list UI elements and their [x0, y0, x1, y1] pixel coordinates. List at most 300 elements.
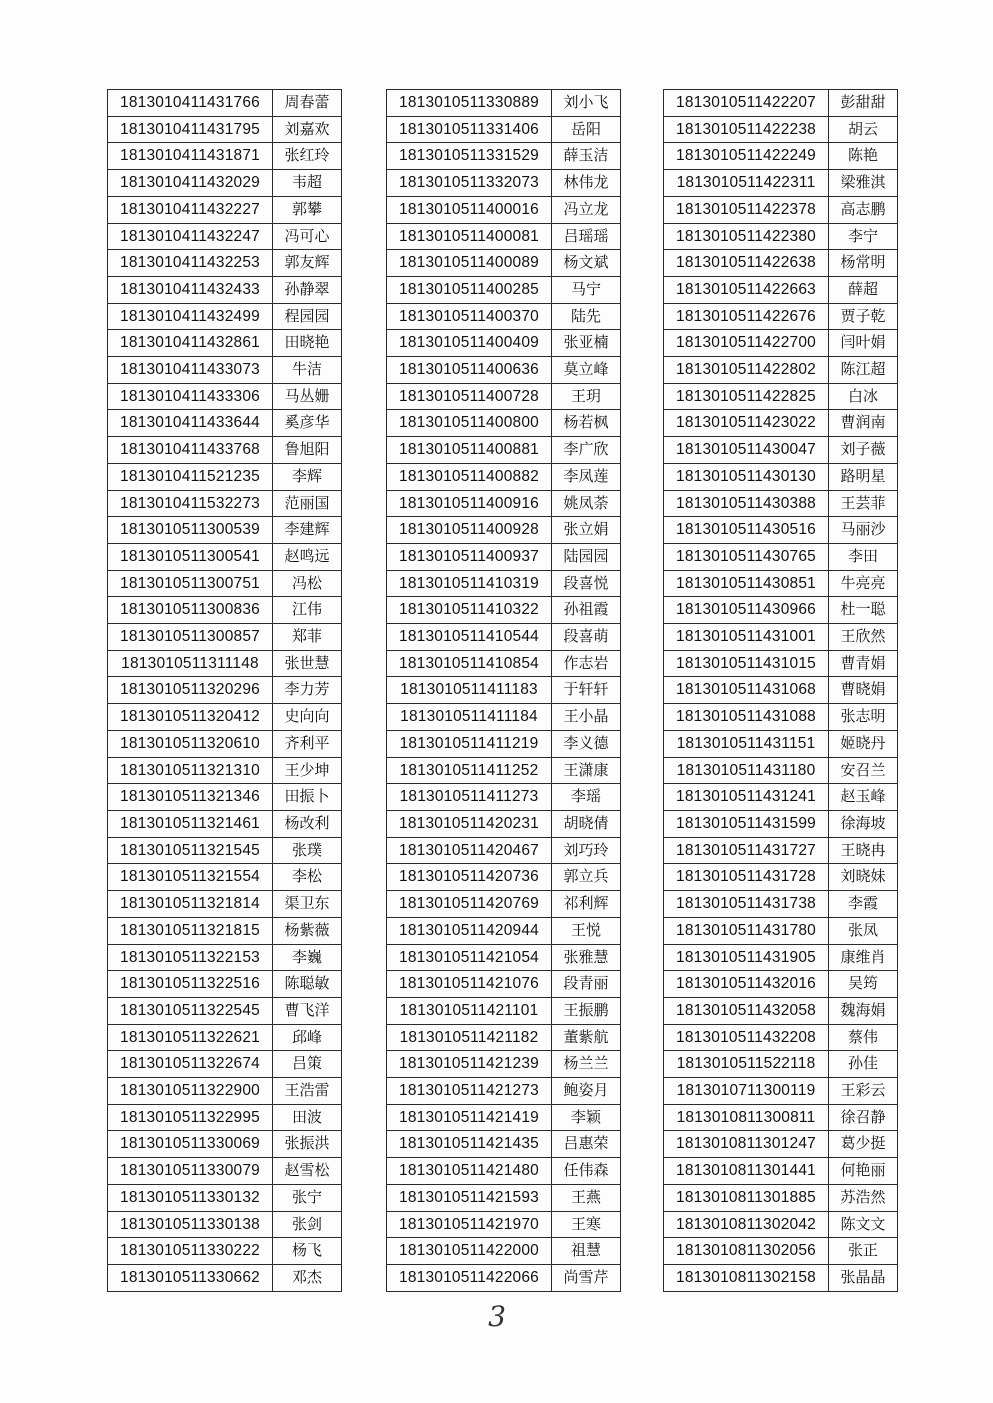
table-row	[108, 570, 342, 597]
candidate-name-cell: 田振卜	[273, 784, 342, 811]
candidate-id-cell: 1813010511432058	[664, 997, 829, 1024]
table-row	[664, 891, 898, 918]
table-row	[387, 330, 621, 357]
candidate-name-cell: 王少坤	[273, 757, 342, 784]
candidate-name-cell: 范丽国	[273, 490, 342, 517]
table-row	[664, 597, 898, 624]
candidate-name-cell: 杨文斌	[552, 250, 621, 277]
candidate-id-cell: 1813010511431015	[664, 650, 829, 677]
candidate-name-cell: 王小晶	[552, 704, 621, 731]
candidate-name-cell: 杨紫薇	[273, 917, 342, 944]
table-row	[664, 90, 898, 117]
candidate-name-cell: 史向向	[273, 704, 342, 731]
table-row	[108, 410, 342, 437]
candidate-id-cell: 1813010511321554	[108, 864, 273, 891]
candidate-name-cell: 祁利辉	[552, 891, 621, 918]
candidate-name-cell: 张志明	[829, 704, 898, 731]
table-row	[387, 276, 621, 303]
candidate-id-cell: 1813010511400882	[387, 463, 552, 490]
table-row	[387, 997, 621, 1024]
table-row	[108, 891, 342, 918]
table-row	[664, 410, 898, 437]
candidate-name-cell: 张红玲	[273, 143, 342, 170]
table-row	[664, 330, 898, 357]
table-row	[664, 1238, 898, 1265]
candidate-name-cell: 王浩雷	[273, 1078, 342, 1105]
table-row	[108, 543, 342, 570]
table-row	[387, 1131, 621, 1158]
table-row	[108, 650, 342, 677]
candidate-name-cell: 王振鹏	[552, 997, 621, 1024]
candidate-name-cell: 齐利平	[273, 730, 342, 757]
table-row	[387, 864, 621, 891]
candidate-name-cell: 于轩轩	[552, 677, 621, 704]
table-row	[108, 517, 342, 544]
candidate-name-cell: 陆先	[552, 303, 621, 330]
candidate-id-cell: 1813010511400016	[387, 196, 552, 223]
candidate-id-cell: 1813010411433306	[108, 383, 273, 410]
candidate-name-cell: 张世慧	[273, 650, 342, 677]
candidate-id-cell: 1813010511321814	[108, 891, 273, 918]
table-row	[387, 784, 621, 811]
table-row	[664, 116, 898, 143]
candidate-id-cell: 1813010511431151	[664, 730, 829, 757]
table-row	[664, 1264, 898, 1291]
candidate-id-cell: 1813010511421101	[387, 997, 552, 1024]
candidate-name-cell: 杜一聪	[829, 597, 898, 624]
candidate-id-cell: 1813010411431766	[108, 90, 273, 117]
candidate-name-cell: 岳阳	[552, 116, 621, 143]
table-row	[664, 463, 898, 490]
candidate-id-cell: 1813010511422380	[664, 223, 829, 250]
table-row	[664, 490, 898, 517]
candidate-name-cell: 邱峰	[273, 1024, 342, 1051]
table-row	[387, 490, 621, 517]
table-row	[108, 971, 342, 998]
table-row	[387, 1264, 621, 1291]
candidate-name-cell: 李广欣	[552, 437, 621, 464]
candidate-id-cell: 1813010511322995	[108, 1104, 273, 1131]
candidate-name-cell: 董紫航	[552, 1024, 621, 1051]
candidate-name-cell: 梁雅淇	[829, 170, 898, 197]
candidate-id-cell: 1813010511322674	[108, 1051, 273, 1078]
table-row	[387, 1238, 621, 1265]
candidate-id-cell: 1813010511400409	[387, 330, 552, 357]
table-row	[664, 543, 898, 570]
table-row	[387, 1104, 621, 1131]
candidate-name-cell: 莫立峰	[552, 357, 621, 384]
candidate-name-cell: 鲁旭阳	[273, 437, 342, 464]
candidate-id-cell: 1813010511411219	[387, 730, 552, 757]
candidate-id-cell: 1813010411433073	[108, 357, 273, 384]
candidate-id-cell: 1813010511300539	[108, 517, 273, 544]
table-row	[664, 383, 898, 410]
candidate-name-cell: 王芸菲	[829, 490, 898, 517]
candidate-id-cell: 1813010511410854	[387, 650, 552, 677]
table-row	[108, 116, 342, 143]
candidate-id-cell: 1813010511321461	[108, 810, 273, 837]
candidate-id-cell: 1813010811301885	[664, 1184, 829, 1211]
table-row	[664, 1104, 898, 1131]
candidate-name-cell: 陈艳	[829, 143, 898, 170]
candidate-name-cell: 路明星	[829, 463, 898, 490]
candidate-id-cell: 1813010511421593	[387, 1184, 552, 1211]
table-row	[108, 276, 342, 303]
candidate-id-cell: 1813010511422663	[664, 276, 829, 303]
candidate-name-cell: 王彩云	[829, 1078, 898, 1105]
table-row	[664, 570, 898, 597]
candidate-name-cell: 李辉	[273, 463, 342, 490]
candidate-name-cell: 王晓冉	[829, 837, 898, 864]
candidate-id-cell: 1813010511430516	[664, 517, 829, 544]
candidate-id-cell: 1813010511422249	[664, 143, 829, 170]
candidate-name-cell: 孙祖霞	[552, 597, 621, 624]
candidate-name-cell: 程园园	[273, 303, 342, 330]
candidate-name-cell: 杨若枫	[552, 410, 621, 437]
candidate-id-cell: 1813010511410544	[387, 624, 552, 651]
candidate-id-cell: 1813010511422238	[664, 116, 829, 143]
table-row	[387, 543, 621, 570]
candidate-name-cell: 刘巧玲	[552, 837, 621, 864]
candidate-name-cell: 张凤	[829, 917, 898, 944]
table-row	[108, 330, 342, 357]
candidate-id-cell: 1813010511300836	[108, 597, 273, 624]
candidate-name-cell: 张亚楠	[552, 330, 621, 357]
candidate-id-cell: 1813010511400636	[387, 357, 552, 384]
candidate-id-cell: 1813010511431905	[664, 944, 829, 971]
table-row	[387, 357, 621, 384]
candidate-name-cell: 王悦	[552, 917, 621, 944]
candidate-name-cell: 李义德	[552, 730, 621, 757]
candidate-id-cell: 1813010511421239	[387, 1051, 552, 1078]
table-row	[664, 864, 898, 891]
table-row	[108, 1211, 342, 1238]
candidate-name-cell: 冯松	[273, 570, 342, 597]
table-row	[108, 997, 342, 1024]
table-row	[387, 383, 621, 410]
candidate-name-cell: 赵雪松	[273, 1158, 342, 1185]
table-row	[108, 677, 342, 704]
candidate-id-cell: 1813010511430388	[664, 490, 829, 517]
candidate-name-cell: 王潇康	[552, 757, 621, 784]
table-row	[387, 837, 621, 864]
table-row	[108, 1104, 342, 1131]
candidate-name-cell: 李建辉	[273, 517, 342, 544]
table-row	[108, 784, 342, 811]
candidate-id-cell: 1813010511422066	[387, 1264, 552, 1291]
candidate-id-cell: 1813010511422700	[664, 330, 829, 357]
table-row	[387, 917, 621, 944]
table-row	[387, 1051, 621, 1078]
candidate-name-cell: 白冰	[829, 383, 898, 410]
candidate-name-cell: 张立娟	[552, 517, 621, 544]
candidate-id-cell: 1813010511300541	[108, 543, 273, 570]
candidate-id-cell: 1813010511422802	[664, 357, 829, 384]
candidate-id-cell: 1813010511422207	[664, 90, 829, 117]
table-row	[387, 410, 621, 437]
candidate-id-cell: 1813010511400800	[387, 410, 552, 437]
candidate-id-cell: 1813010511320296	[108, 677, 273, 704]
candidate-id-cell: 1813010511431780	[664, 917, 829, 944]
candidate-id-cell: 1813010511421480	[387, 1158, 552, 1185]
candidate-id-cell: 1813010511321346	[108, 784, 273, 811]
candidate-name-cell: 闫叶娟	[829, 330, 898, 357]
candidate-id-cell: 1813010511332073	[387, 170, 552, 197]
candidate-id-cell: 1813010511421273	[387, 1078, 552, 1105]
table-row	[387, 437, 621, 464]
candidate-name-cell: 王寒	[552, 1211, 621, 1238]
candidate-name-cell: 段喜萌	[552, 624, 621, 651]
candidate-id-cell: 1813010411432433	[108, 276, 273, 303]
table-row	[108, 223, 342, 250]
candidate-id-cell: 1813010511422378	[664, 196, 829, 223]
table-row	[387, 810, 621, 837]
candidate-id-cell: 1813010511421419	[387, 1104, 552, 1131]
candidate-name-cell: 何艳丽	[829, 1158, 898, 1185]
candidate-id-cell: 1813010511422311	[664, 170, 829, 197]
table-row	[387, 1211, 621, 1238]
roster-table-3	[663, 89, 898, 1292]
candidate-name-cell: 冯可心	[273, 223, 342, 250]
candidate-id-cell: 1813010511522118	[664, 1051, 829, 1078]
candidate-name-cell: 李田	[829, 543, 898, 570]
table-row	[108, 196, 342, 223]
table-row	[387, 677, 621, 704]
candidate-id-cell: 1813010511432016	[664, 971, 829, 998]
candidate-id-cell: 1813010511400370	[387, 303, 552, 330]
candidate-id-cell: 1813010511330132	[108, 1184, 273, 1211]
candidate-id-cell: 1813010511431241	[664, 784, 829, 811]
roster-table-1	[107, 89, 342, 1292]
candidate-id-cell: 1813010411433644	[108, 410, 273, 437]
table-row	[387, 570, 621, 597]
candidate-name-cell: 田晓艳	[273, 330, 342, 357]
candidate-id-cell: 1813010511421182	[387, 1024, 552, 1051]
candidate-id-cell: 1813010511411273	[387, 784, 552, 811]
candidate-name-cell: 李松	[273, 864, 342, 891]
candidate-name-cell: 赵鸣远	[273, 543, 342, 570]
candidate-id-cell: 1813010511422825	[664, 383, 829, 410]
candidate-id-cell: 1813010511330069	[108, 1131, 273, 1158]
table-row	[664, 997, 898, 1024]
candidate-name-cell: 苏浩然	[829, 1184, 898, 1211]
table-row	[108, 944, 342, 971]
candidate-id-cell: 1813010511421076	[387, 971, 552, 998]
table-row	[664, 196, 898, 223]
candidate-id-cell: 1813010511321310	[108, 757, 273, 784]
table-row	[108, 1024, 342, 1051]
table-row	[664, 1131, 898, 1158]
candidate-name-cell: 胡云	[829, 116, 898, 143]
candidate-name-cell: 尚雪芹	[552, 1264, 621, 1291]
candidate-name-cell: 张晶晶	[829, 1264, 898, 1291]
table-row	[108, 490, 342, 517]
candidate-id-cell: 1813010511431068	[664, 677, 829, 704]
candidate-id-cell: 1813010511321815	[108, 917, 273, 944]
candidate-id-cell: 1813010511410322	[387, 597, 552, 624]
candidate-name-cell: 陆园园	[552, 543, 621, 570]
table-row	[664, 1184, 898, 1211]
candidate-name-cell: 曹飞洋	[273, 997, 342, 1024]
candidate-id-cell: 1813010411432029	[108, 170, 273, 197]
candidate-id-cell: 1813010511431727	[664, 837, 829, 864]
table-row	[108, 864, 342, 891]
candidate-name-cell: 魏海娟	[829, 997, 898, 1024]
candidate-name-cell: 薛玉洁	[552, 143, 621, 170]
table-row	[108, 1131, 342, 1158]
table-row	[108, 624, 342, 651]
table-row	[664, 704, 898, 731]
candidate-id-cell: 1813010411433768	[108, 437, 273, 464]
table-row	[664, 837, 898, 864]
candidate-id-cell: 1813010511422000	[387, 1238, 552, 1265]
candidate-id-cell: 1813010811302042	[664, 1211, 829, 1238]
candidate-name-cell: 马丛姗	[273, 383, 342, 410]
table-row	[108, 357, 342, 384]
candidate-id-cell: 1813010511322621	[108, 1024, 273, 1051]
candidate-id-cell: 1813010511411252	[387, 757, 552, 784]
candidate-id-cell: 1813010411532273	[108, 490, 273, 517]
candidate-id-cell: 1813010511430765	[664, 543, 829, 570]
candidate-id-cell: 1813010511430130	[664, 463, 829, 490]
candidate-name-cell: 徐召静	[829, 1104, 898, 1131]
table-row	[387, 624, 621, 651]
candidate-id-cell: 1813010511321545	[108, 837, 273, 864]
candidate-id-cell: 1813010511432208	[664, 1024, 829, 1051]
candidate-id-cell: 1813010511311148	[108, 650, 273, 677]
candidate-id-cell: 1813010511431599	[664, 810, 829, 837]
candidate-name-cell: 李霞	[829, 891, 898, 918]
candidate-id-cell: 1813010511400728	[387, 383, 552, 410]
candidate-id-cell: 1813010511421054	[387, 944, 552, 971]
table-row	[664, 624, 898, 651]
candidate-name-cell: 王燕	[552, 1184, 621, 1211]
candidate-id-cell: 1813010511322153	[108, 944, 273, 971]
candidate-id-cell: 1813010511331529	[387, 143, 552, 170]
candidate-name-cell: 姚凤荼	[552, 490, 621, 517]
candidate-name-cell: 胡晓倩	[552, 810, 621, 837]
candidate-name-cell: 渠卫东	[273, 891, 342, 918]
table-row	[108, 1184, 342, 1211]
table-row	[387, 650, 621, 677]
candidate-name-cell: 李颖	[552, 1104, 621, 1131]
candidate-id-cell: 1813010511430851	[664, 570, 829, 597]
candidate-name-cell: 陈江超	[829, 357, 898, 384]
table-row	[108, 597, 342, 624]
candidate-name-cell: 郭立兵	[552, 864, 621, 891]
candidate-name-cell: 李力芳	[273, 677, 342, 704]
candidate-id-cell: 1813010811301247	[664, 1131, 829, 1158]
table-row	[664, 1158, 898, 1185]
candidate-name-cell: 陈文文	[829, 1211, 898, 1238]
table-row	[664, 784, 898, 811]
candidate-id-cell: 1813010511421970	[387, 1211, 552, 1238]
table-row	[664, 757, 898, 784]
candidate-id-cell: 1813010511430966	[664, 597, 829, 624]
candidate-name-cell: 王欣然	[829, 624, 898, 651]
candidate-id-cell: 1813010411432861	[108, 330, 273, 357]
candidate-name-cell: 吕瑶瑶	[552, 223, 621, 250]
candidate-name-cell: 赵玉峰	[829, 784, 898, 811]
candidate-name-cell: 张璞	[273, 837, 342, 864]
table-row	[664, 303, 898, 330]
table-row	[387, 757, 621, 784]
candidate-id-cell: 1813010511423022	[664, 410, 829, 437]
table-row	[664, 437, 898, 464]
candidate-name-cell: 李瑶	[552, 784, 621, 811]
candidate-name-cell: 康维肖	[829, 944, 898, 971]
candidate-name-cell: 祖慧	[552, 1238, 621, 1265]
candidate-id-cell: 1813010511320610	[108, 730, 273, 757]
candidate-name-cell: 张正	[829, 1238, 898, 1265]
candidate-name-cell: 孙静翠	[273, 276, 342, 303]
candidate-id-cell: 1813010511300857	[108, 624, 273, 651]
table-row	[664, 730, 898, 757]
candidate-name-cell: 薛超	[829, 276, 898, 303]
candidate-id-cell: 1813010511322545	[108, 997, 273, 1024]
candidate-name-cell: 贾子乾	[829, 303, 898, 330]
table-row	[108, 917, 342, 944]
candidate-name-cell: 姬晓丹	[829, 730, 898, 757]
candidate-name-cell: 孙佳	[829, 1051, 898, 1078]
candidate-id-cell: 1813010411432253	[108, 250, 273, 277]
candidate-id-cell: 1813010511400916	[387, 490, 552, 517]
candidate-id-cell: 1813010511322900	[108, 1078, 273, 1105]
candidate-id-cell: 1813010511400881	[387, 437, 552, 464]
candidate-name-cell: 张剑	[273, 1211, 342, 1238]
table-row	[387, 597, 621, 624]
table-row	[387, 143, 621, 170]
table-row	[108, 250, 342, 277]
table-row	[108, 1158, 342, 1185]
table-row	[108, 1051, 342, 1078]
table-row	[108, 837, 342, 864]
table-row	[387, 891, 621, 918]
candidate-id-cell: 1813010511420231	[387, 810, 552, 837]
candidate-id-cell: 1813010511431728	[664, 864, 829, 891]
candidate-id-cell: 1813010511330889	[387, 90, 552, 117]
candidate-id-cell: 1813010811300811	[664, 1104, 829, 1131]
table-row	[664, 250, 898, 277]
candidate-name-cell: 马宁	[552, 276, 621, 303]
candidate-name-cell: 刘晓妹	[829, 864, 898, 891]
candidate-name-cell: 郑菲	[273, 624, 342, 651]
table-row	[108, 90, 342, 117]
candidate-id-cell: 1813010511400928	[387, 517, 552, 544]
table-row	[108, 170, 342, 197]
candidate-name-cell: 作志岩	[552, 650, 621, 677]
candidate-id-cell: 1813010511422676	[664, 303, 829, 330]
candidate-name-cell: 郭攀	[273, 196, 342, 223]
candidate-name-cell: 冯立龙	[552, 196, 621, 223]
candidate-name-cell: 韦超	[273, 170, 342, 197]
candidate-id-cell: 1813010511322516	[108, 971, 273, 998]
candidate-name-cell: 奚彦华	[273, 410, 342, 437]
candidate-name-cell: 陈聪敏	[273, 971, 342, 998]
candidate-id-cell: 1813010711300119	[664, 1078, 829, 1105]
candidate-name-cell: 刘子薇	[829, 437, 898, 464]
candidate-id-cell: 1813010411521235	[108, 463, 273, 490]
table-row	[664, 143, 898, 170]
candidate-name-cell: 刘嘉欢	[273, 116, 342, 143]
candidate-name-cell: 鲍姿月	[552, 1078, 621, 1105]
table-row	[664, 944, 898, 971]
table-row	[108, 704, 342, 731]
candidate-name-cell: 马丽沙	[829, 517, 898, 544]
candidate-id-cell: 1813010511422638	[664, 250, 829, 277]
candidate-name-cell: 曹青娟	[829, 650, 898, 677]
candidate-id-cell: 1813010511421435	[387, 1131, 552, 1158]
